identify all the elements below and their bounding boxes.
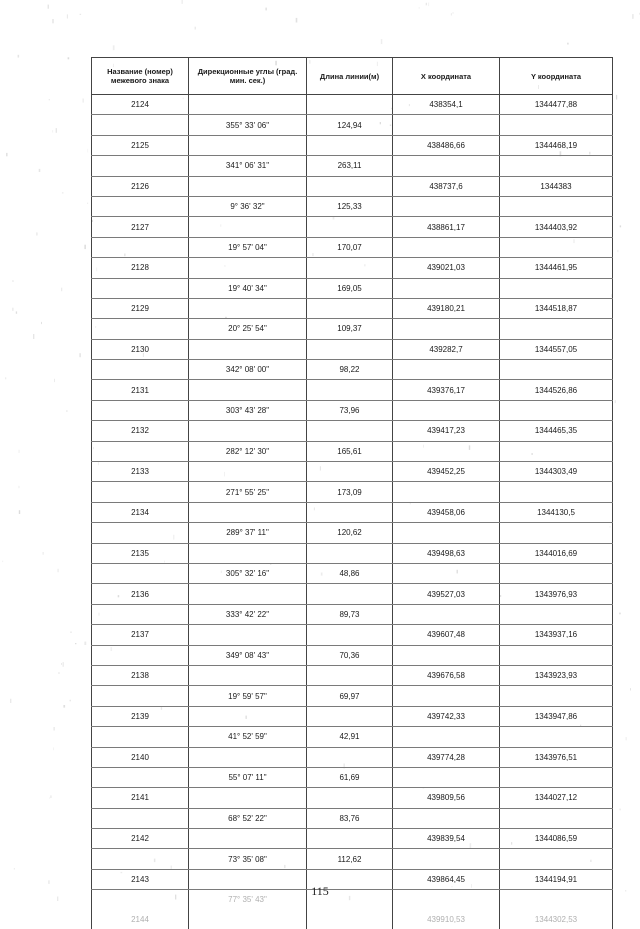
table-cell [307, 421, 393, 441]
table-row [92, 360, 613, 380]
table-cell [92, 727, 189, 747]
table-cell [92, 278, 189, 298]
table-cell: 271° 55' 25" [189, 482, 307, 502]
table-cell [189, 95, 307, 115]
table-cell [92, 523, 189, 543]
table-cell: 1344383 [500, 176, 613, 196]
table-row [92, 135, 613, 155]
boundary-coordinates-table [91, 57, 613, 929]
table-row [92, 482, 613, 502]
table-cell: 1344130,5 [500, 502, 613, 522]
table-row [92, 176, 613, 196]
table-row [92, 808, 613, 828]
table-row [92, 115, 613, 135]
table-cell: 2141 [92, 788, 189, 808]
table-cell: 342° 08' 00" [189, 360, 307, 380]
table-cell [92, 686, 189, 706]
table-cell: 439282,7 [393, 339, 500, 359]
table-cell: 19° 40' 34" [189, 278, 307, 298]
table-row [92, 665, 613, 685]
table-cell: 109,37 [307, 319, 393, 339]
column-header: X координата [393, 58, 500, 95]
table-cell [500, 115, 613, 135]
table-cell: 55° 07' 11" [189, 767, 307, 787]
table-cell [189, 298, 307, 318]
table-cell: 1344027,12 [500, 788, 613, 808]
table-row [92, 502, 613, 522]
table-cell [189, 258, 307, 278]
table-cell: 439376,17 [393, 380, 500, 400]
table-cell [393, 196, 500, 216]
table-cell: 48,86 [307, 563, 393, 583]
table-cell: 89,73 [307, 604, 393, 624]
table-cell: 68° 52' 22" [189, 808, 307, 828]
table-cell [393, 400, 500, 420]
table-cell [500, 686, 613, 706]
table-cell: 9° 36' 32" [189, 196, 307, 216]
table-cell [92, 115, 189, 135]
table-cell: 349° 08' 43" [189, 645, 307, 665]
table-cell [92, 849, 189, 869]
table-cell [393, 849, 500, 869]
table-cell: 1344303,49 [500, 462, 613, 482]
table-cell [92, 237, 189, 257]
table-cell [393, 441, 500, 461]
table-cell: 165,61 [307, 441, 393, 461]
table-cell [92, 767, 189, 787]
table-cell [189, 217, 307, 237]
table-row [92, 686, 613, 706]
table-row [92, 258, 613, 278]
table-cell: 2136 [92, 584, 189, 604]
table-cell: 439180,21 [393, 298, 500, 318]
table-cell: 439676,58 [393, 665, 500, 685]
table-cell: 438486,66 [393, 135, 500, 155]
table-row [92, 727, 613, 747]
table-row [92, 625, 613, 645]
table-cell [500, 360, 613, 380]
table-row [92, 441, 613, 461]
table-cell [500, 808, 613, 828]
table-cell [393, 482, 500, 502]
table-cell [189, 135, 307, 155]
table-cell: 438861,17 [393, 217, 500, 237]
table-cell [393, 319, 500, 339]
table-cell: 438737,6 [393, 176, 500, 196]
table-cell: 42,91 [307, 727, 393, 747]
table-cell [92, 156, 189, 176]
table-cell: 2128 [92, 258, 189, 278]
table-cell [307, 258, 393, 278]
page-number: 115 [0, 884, 640, 899]
table-cell: 263,11 [307, 156, 393, 176]
table-row [92, 849, 613, 869]
table-cell: 439774,28 [393, 747, 500, 767]
table-cell: 19° 57' 04" [189, 237, 307, 257]
table-cell [92, 604, 189, 624]
table-cell: 2124 [92, 95, 189, 115]
table-cell [92, 319, 189, 339]
table-cell: 2142 [92, 829, 189, 849]
table-cell [92, 482, 189, 502]
table-cell: 2129 [92, 298, 189, 318]
table-cell [189, 584, 307, 604]
table-cell [393, 115, 500, 135]
table-cell: 20° 25' 54" [189, 319, 307, 339]
table-cell [393, 645, 500, 665]
table-cell: 1343976,51 [500, 747, 613, 767]
table-row [92, 380, 613, 400]
table-cell [307, 543, 393, 563]
header-row [92, 58, 613, 95]
table-cell [189, 747, 307, 767]
table-row [92, 767, 613, 787]
table-cell: 73,96 [307, 400, 393, 420]
table-cell [189, 339, 307, 359]
table-header [92, 58, 613, 95]
table-cell: 439864,45 [393, 869, 500, 889]
table-cell [189, 829, 307, 849]
table-cell: 69,97 [307, 686, 393, 706]
table-cell: 333° 42' 22" [189, 604, 307, 624]
table-row [92, 237, 613, 257]
table-cell [307, 339, 393, 359]
table-cell: 61,69 [307, 767, 393, 787]
table-cell: 73° 35' 08" [189, 849, 307, 869]
table-cell [307, 584, 393, 604]
table-cell: 2144 [92, 910, 189, 929]
table-row [92, 421, 613, 441]
table-cell [393, 237, 500, 257]
table-cell: 1344016,69 [500, 543, 613, 563]
table-row [92, 604, 613, 624]
table-row [92, 339, 613, 359]
table-cell: 439809,56 [393, 788, 500, 808]
table-cell [393, 686, 500, 706]
table-cell: 439742,33 [393, 706, 500, 726]
table-cell [307, 747, 393, 767]
table-row [92, 156, 613, 176]
table-cell [92, 563, 189, 583]
column-header: Дирекционные углы (град. мин. сек.) [189, 58, 307, 95]
table-row [92, 829, 613, 849]
table-cell: 1344465,35 [500, 421, 613, 441]
table-cell: 1344403,92 [500, 217, 613, 237]
table-cell: 98,22 [307, 360, 393, 380]
table-cell: 19° 59' 57" [189, 686, 307, 706]
table-cell [500, 604, 613, 624]
table-cell: 2143 [92, 869, 189, 889]
table-cell: 2134 [92, 502, 189, 522]
table-row [92, 543, 613, 563]
table-cell: 77° 35' 43" [189, 890, 307, 910]
table-cell [500, 482, 613, 502]
table-row [92, 95, 613, 115]
table-cell [500, 563, 613, 583]
table-cell [393, 604, 500, 624]
table-cell: 169,05 [307, 278, 393, 298]
table-cell: 1344557,05 [500, 339, 613, 359]
table-cell: 439910,53 [393, 910, 500, 929]
table-cell [307, 176, 393, 196]
table-cell: 355° 33' 06" [189, 115, 307, 135]
table-cell: 1344461,95 [500, 258, 613, 278]
table-cell [307, 665, 393, 685]
table-cell [500, 278, 613, 298]
table-cell: 83,76 [307, 808, 393, 828]
table-cell: 305° 32' 16" [189, 563, 307, 583]
table-cell [393, 523, 500, 543]
table-cell: 439527,03 [393, 584, 500, 604]
table-cell [500, 523, 613, 543]
table-cell [307, 95, 393, 115]
table-cell: 2130 [92, 339, 189, 359]
table-cell [307, 502, 393, 522]
table-cell [307, 462, 393, 482]
table-cell: 282° 12' 30" [189, 441, 307, 461]
table-cell [189, 176, 307, 196]
table-row [92, 523, 613, 543]
table-cell [307, 380, 393, 400]
table-cell: 1343923,93 [500, 665, 613, 685]
table-cell [307, 298, 393, 318]
table-cell [500, 441, 613, 461]
table-row [92, 217, 613, 237]
table-cell [500, 156, 613, 176]
table-cell: 1343976,93 [500, 584, 613, 604]
table-cell [500, 645, 613, 665]
table-row [92, 319, 613, 339]
table-cell [307, 135, 393, 155]
table-cell: 173,09 [307, 482, 393, 502]
table-cell: 2131 [92, 380, 189, 400]
table-cell: 1344086,59 [500, 829, 613, 849]
table-cell [189, 706, 307, 726]
table-row [92, 747, 613, 767]
table-cell [189, 462, 307, 482]
table-cell [393, 278, 500, 298]
table-cell: 1344526,86 [500, 380, 613, 400]
table-cell: 2135 [92, 543, 189, 563]
table-cell [189, 502, 307, 522]
table-cell [307, 625, 393, 645]
table-cell: 439458,06 [393, 502, 500, 522]
table-cell [92, 400, 189, 420]
table-row [92, 563, 613, 583]
table-cell: 2137 [92, 625, 189, 645]
table-cell [92, 808, 189, 828]
table-cell: 1343947,86 [500, 706, 613, 726]
table-row [92, 400, 613, 420]
table-cell [189, 788, 307, 808]
table-cell [189, 625, 307, 645]
table-row [92, 298, 613, 318]
table-cell [500, 237, 613, 257]
table-cell [92, 196, 189, 216]
table-cell [393, 360, 500, 380]
table-cell: 1344518,87 [500, 298, 613, 318]
table-cell: 125,33 [307, 196, 393, 216]
table-cell: 2126 [92, 176, 189, 196]
table-cell: 2140 [92, 747, 189, 767]
table-cell [307, 910, 393, 929]
table-cell [500, 727, 613, 747]
table-cell [189, 910, 307, 929]
table-cell: 170,07 [307, 237, 393, 257]
table-cell [189, 665, 307, 685]
table-cell: 124,94 [307, 115, 393, 135]
table-cell [393, 808, 500, 828]
table-cell [393, 767, 500, 787]
table-row [92, 645, 613, 665]
table-cell: 439452,25 [393, 462, 500, 482]
column-header: Y координата [500, 58, 613, 95]
column-header: Длина линии(м) [307, 58, 393, 95]
table-cell [500, 400, 613, 420]
table-cell: 303° 43' 28" [189, 400, 307, 420]
table-body [92, 95, 613, 929]
table-cell [393, 727, 500, 747]
table-cell [189, 543, 307, 563]
table-cell: 439498,63 [393, 543, 500, 563]
table-cell: 438354,1 [393, 95, 500, 115]
table-row-faded [92, 910, 613, 929]
table-cell: 2127 [92, 217, 189, 237]
table-cell: 1344477,88 [500, 95, 613, 115]
table-cell [393, 156, 500, 176]
table-cell: 1344194,91 [500, 869, 613, 889]
column-header: Название (номер) межевого знака [92, 58, 189, 95]
table-cell [189, 421, 307, 441]
table-cell [500, 849, 613, 869]
table-row [92, 706, 613, 726]
table-cell: 439021,03 [393, 258, 500, 278]
table-row [92, 196, 613, 216]
table-cell [92, 441, 189, 461]
table-cell [500, 319, 613, 339]
table-row [92, 462, 613, 482]
table-cell: 439417,23 [393, 421, 500, 441]
table-cell: 1343937,16 [500, 625, 613, 645]
table-cell: 41° 52' 59" [189, 727, 307, 747]
table-row [92, 788, 613, 808]
table-cell: 1344468,19 [500, 135, 613, 155]
table-row [92, 278, 613, 298]
table-cell [500, 767, 613, 787]
table-cell [189, 380, 307, 400]
table-cell: 1344302,53 [500, 910, 613, 929]
table-cell: 2133 [92, 462, 189, 482]
table-cell [92, 645, 189, 665]
table-cell [307, 829, 393, 849]
table-cell: 70,36 [307, 645, 393, 665]
table-cell: 120,62 [307, 523, 393, 543]
table-cell: 2132 [92, 421, 189, 441]
table-cell: 439839,54 [393, 829, 500, 849]
table-cell: 439607,48 [393, 625, 500, 645]
table-cell: 2125 [92, 135, 189, 155]
table-cell [500, 196, 613, 216]
table-cell: 341° 06' 31" [189, 156, 307, 176]
table-cell [393, 563, 500, 583]
table-cell: 2138 [92, 665, 189, 685]
table-cell [307, 706, 393, 726]
table-cell: 112,62 [307, 849, 393, 869]
table-cell: 2139 [92, 706, 189, 726]
table-row [92, 584, 613, 604]
table-cell [307, 217, 393, 237]
table-cell [307, 788, 393, 808]
table-cell: 289° 37' 11" [189, 523, 307, 543]
table-cell [92, 360, 189, 380]
